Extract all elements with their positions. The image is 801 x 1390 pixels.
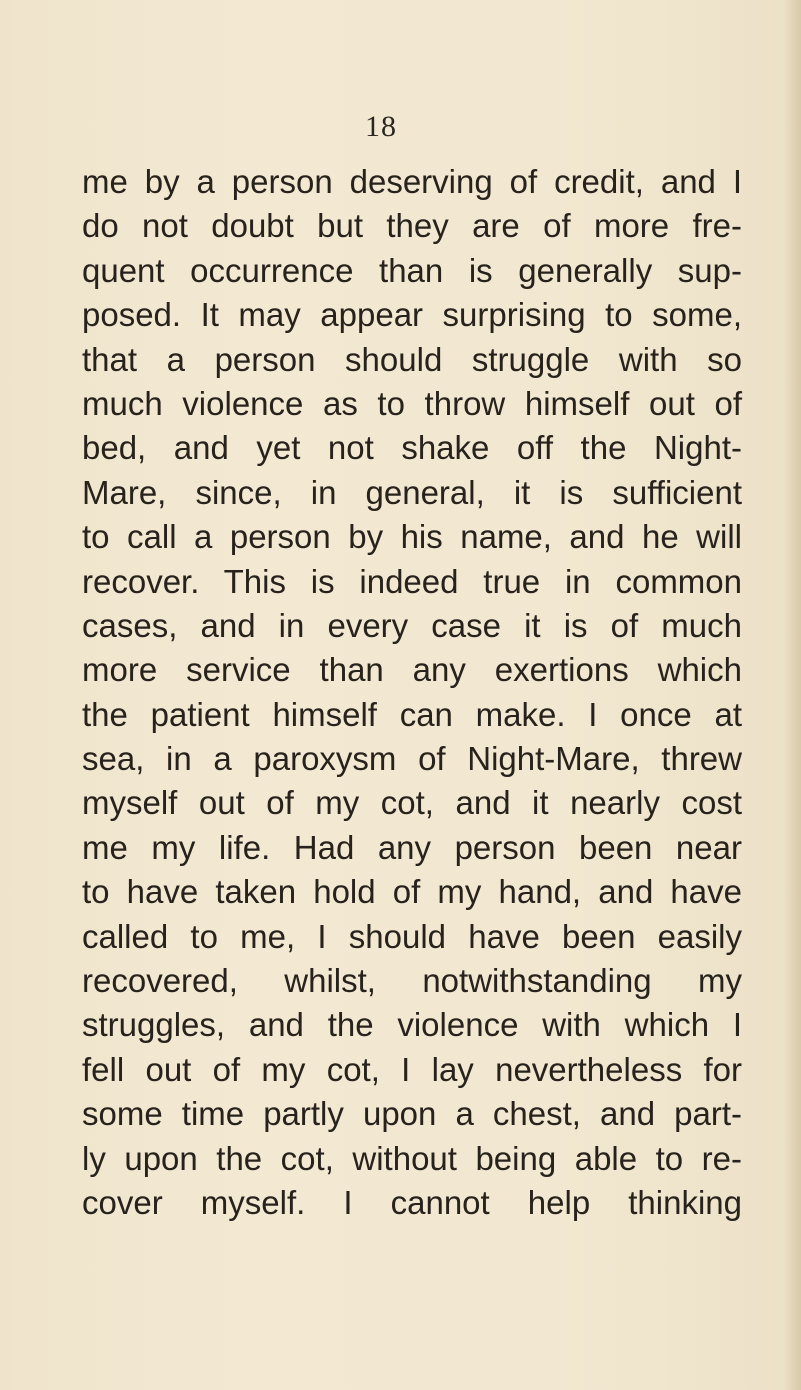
text-line: posed. It may appear surprising to some,	[82, 296, 742, 334]
text-line: recovered, whilst, notwithstanding my	[82, 962, 742, 1000]
page-number: 18	[365, 110, 397, 143]
text-line: to call a person by his name, and he will	[82, 518, 742, 556]
text-line: Mare, since, in general, it is sufficient	[82, 473, 742, 511]
body-text	[82, 160, 742, 1225]
text-line: that a person should struggle with so	[82, 340, 742, 378]
text-line: some time partly upon a chest, and part-	[82, 1095, 742, 1133]
page-edge-shadow	[783, 0, 801, 1390]
text-line: cases, and in every case it is of much	[82, 606, 742, 644]
text-line: sea, in a paroxysm of Night-Mare, threw	[82, 740, 742, 778]
text-line: recover. This is indeed true in common	[82, 562, 742, 600]
text-line: quent occurrence than is generally sup-	[82, 251, 742, 289]
text-line: do not doubt but they are of more fre-	[82, 207, 742, 245]
text-line: to have taken hold of my hand, and have	[82, 873, 742, 911]
text-line: me by a person deserving of credit, and I	[82, 163, 742, 200]
text-line: much violence as to throw himself out of	[82, 384, 742, 422]
text-line: fell out of my cot, I lay nevertheless for	[82, 1050, 742, 1088]
text-line: bed, and yet not shake off the Night-	[82, 429, 742, 467]
text-line: more service than any exertions which	[82, 651, 742, 689]
text-line: the patient himself can make. I once at	[82, 695, 742, 733]
text-line: ly upon the cot, without being able to re-	[82, 1139, 742, 1177]
text-line: me my life. Had any person been near	[82, 828, 742, 866]
text-line: cover myself. I cannot help thinking	[82, 1183, 742, 1221]
text-line: called to me, I should have been easily	[82, 917, 742, 955]
text-line: struggles, and the violence with which I	[82, 1006, 742, 1044]
text-line: myself out of my cot, and it nearly cost	[82, 784, 742, 822]
